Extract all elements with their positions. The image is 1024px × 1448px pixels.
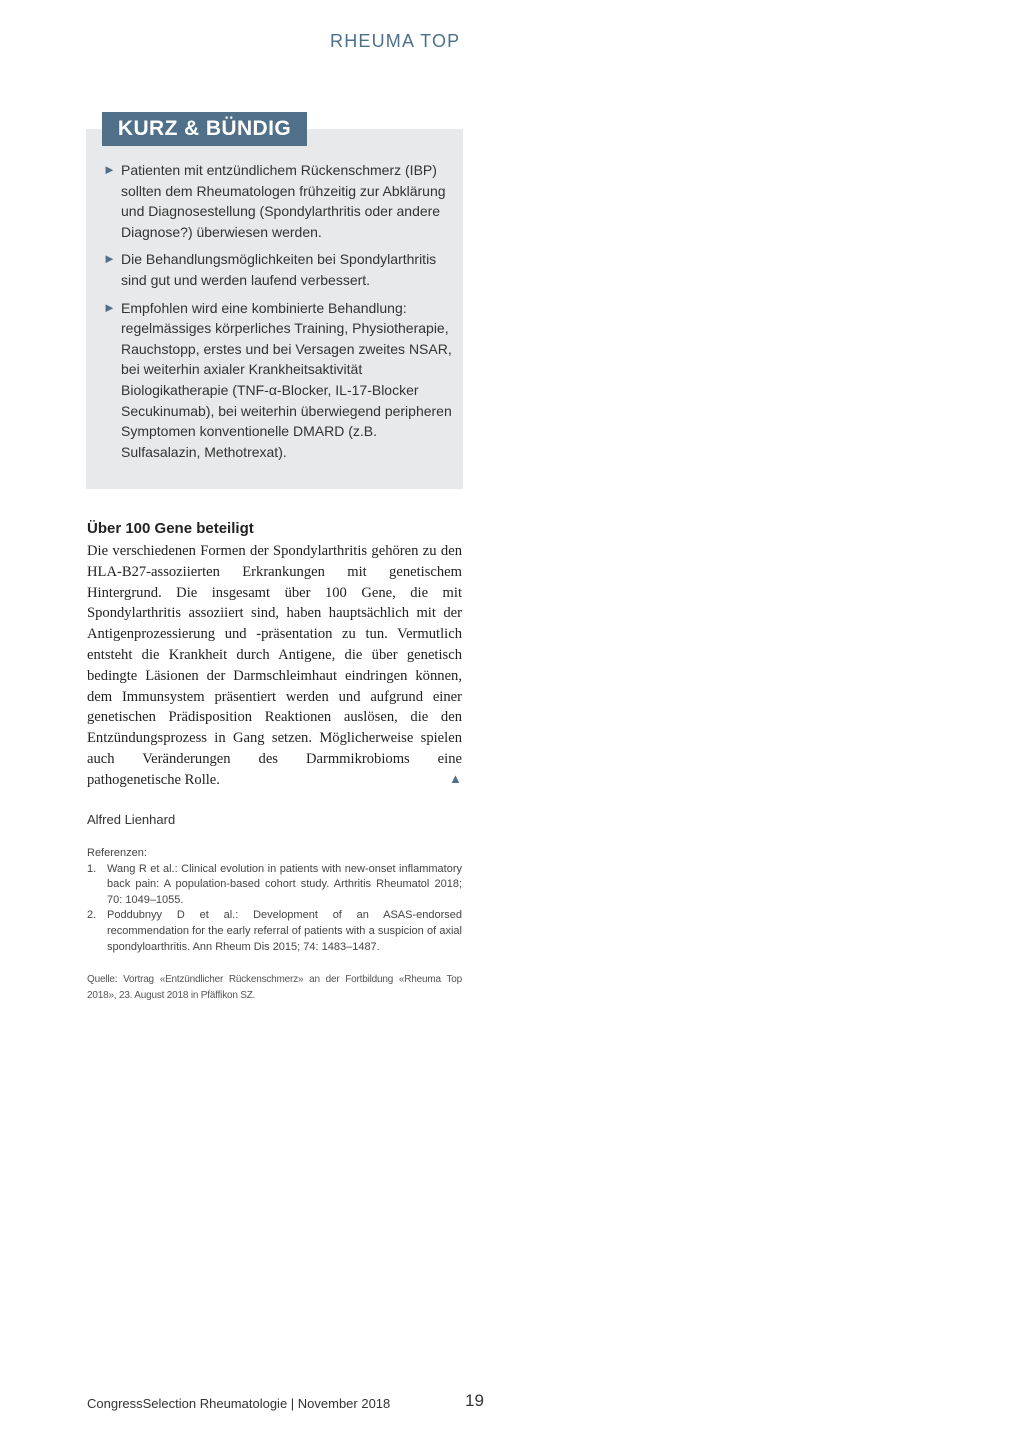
reference-item — [87, 908, 462, 955]
reference-text: Wang R et al.: Clinical evolution in patients with new-onset inflammatory back pain: A population-based cohort study. Arthritis Rheumatol 2018; 70: 1049–1055. — [107, 862, 462, 906]
reference-list — [87, 862, 462, 956]
article-body: Die verschiedenen Formen der Spondylarthritis gehören zu den HLA-B27-assoziierten Erkrankungen mit genetischem Hintergrund. Die insgesamt über 100 Gene, die mit Spondylarthritis assoziiert sind, haben hauptsächlich mit der Antigenprozessierung und -präsentation zu tun. Vermutlich entsteht die Krankheit durch Antigene, die über genetisch bedingte Läsionen der Darmschleimhaut eindringen können, dem Immunsystem präsentiert werden und aufgrund einer genetischen Prädisposition Reaktionen auslösen, die den Entzündungsprozess in Gang setzen. Möglicherweise spielen auch Veränderungen des Darmmikrobioms eine pathogenetische Rolle. — [87, 543, 462, 788]
references-heading: Referenzen: — [87, 847, 147, 859]
section-title: Über 100 Gene beteiligt — [87, 520, 254, 537]
summary-bullet-text: Die Behandlungsmöglichkeiten bei Spondylarthritis sind gut und werden laufend verbessert. — [121, 251, 437, 288]
bullet-arrow-icon: ► — [103, 299, 116, 315]
summary-bullet — [103, 298, 459, 463]
summary-box-title: KURZ & BÜNDIG — [102, 112, 307, 146]
summary-bullet-list — [103, 160, 459, 469]
references — [87, 846, 462, 955]
bullet-arrow-icon: ► — [103, 251, 116, 267]
section-header: RHEUMA TOP — [330, 31, 461, 51]
footer-publication: CongressSelection Rheumatologie | November 2018 — [87, 1396, 391, 1411]
reference-number: 2. — [87, 909, 97, 922]
reference-item — [87, 862, 462, 909]
reference-text: Poddubnyy D et al.: Development of an ASAS-endorsed recommendation for the early referral of patients with a suspicion of axial spondyloarthritis. Ann Rheum Dis 2015; 74: 1483–1487. — [107, 909, 462, 953]
summary-bullet — [103, 249, 459, 290]
reference-number: 1. — [87, 862, 97, 875]
page-number: 19 — [465, 1391, 484, 1410]
end-triangle-icon: ▲ — [449, 771, 462, 786]
summary-bullet-text: Patienten mit entzündlichem Rückenschmerz (IBP) sollten dem Rheumatologen frühzeitig zur Abklärung und Diagnosestellung (Spondylarthritis oder andere Diagnose?) überwiesen werden. — [121, 162, 446, 240]
summary-bullet — [103, 160, 459, 242]
bullet-arrow-icon: ► — [103, 162, 116, 177]
source-note: Quelle: Vortrag «Entzündlicher Rückenschmerz» an der Fortbildung «Rheuma Top 2018», 23. August 2018 in Pfäffikon SZ. — [87, 974, 462, 1001]
summary-bullet-text: Empfohlen wird eine kombinierte Behandlung: regelmässiges körperliches Training, Physiotherapie, Rauchstopp, erstes und bei Versagen zweites NSAR, bei weiterhin axialer Krankheitsaktivität Biologikatherapie (TNF-α-Blocker, IL-17-Blocker Secukinumab), bei weiterhin überwiegend peripheren Symptomen konventionelle DMARD (z.B. Sulfasalazin, Methotrexat). — [121, 299, 452, 460]
author-name: Alfred Lienhard — [87, 812, 176, 827]
